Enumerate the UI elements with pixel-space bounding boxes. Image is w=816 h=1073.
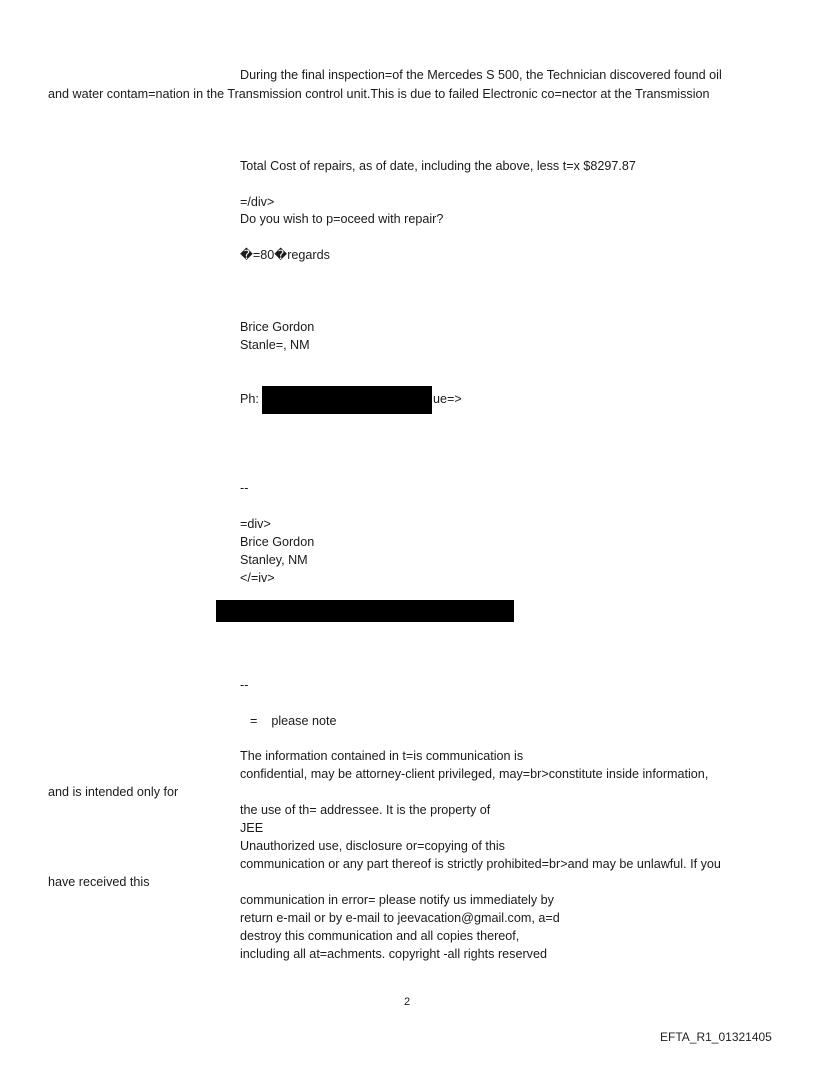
disclaimer-line: confidential, may be attorney-client privileged, may=br>constitute inside information, (240, 767, 709, 781)
phone-tail: ue=> (433, 392, 462, 406)
disclaimer-line: Unauthorized use, disclosure or=copying of this (240, 839, 505, 853)
disclaimer-line: destroy this communication and all copies thereof, (240, 929, 520, 943)
document-id: EFTA_R1_01321405 (660, 1030, 772, 1044)
redaction-bar (262, 386, 432, 414)
disclaimer-line: The information contained in t=is communication is (240, 749, 524, 763)
signature-name: Brice Gordon (240, 535, 315, 549)
body-line: =/div> (240, 195, 275, 209)
total-cost-line: Total Cost of repairs, as of date, including the above, less t=x $8297.87 (240, 159, 636, 173)
page-number: 2 (404, 996, 411, 1008)
phone-label: Ph: (240, 392, 259, 406)
body-line: and water contam=nation in the Transmission control unit.This is due to failed Electronic co=nector at the Transmission (48, 87, 710, 101)
disclaimer-line: including all at=achments. copyright -all rights reserved (240, 947, 547, 961)
disclaimer-line: have received this (48, 875, 150, 889)
disclaimer-line: communication in error= please notify us immediately by (240, 893, 554, 907)
body-line: </=iv> (240, 571, 275, 585)
body-line: =div> (240, 517, 271, 531)
body-line: During the final inspection=of the Mercedes S 500, the Technician discovered found oil (240, 68, 722, 82)
separator: -- (240, 678, 249, 692)
disclaimer-line: the use of th= addressee. It is the property of (240, 803, 491, 817)
redaction-bar (216, 600, 514, 622)
disclaimer-line: and is intended only for (48, 785, 179, 799)
separator: -- (240, 481, 249, 495)
signature-location: Stanley, NM (240, 553, 308, 567)
signature-location: Stanle=, NM (240, 338, 310, 352)
disclaimer-line: communication or any part thereof is strictly prohibited=br>and may be unlawful. If you (240, 857, 721, 871)
body-line: Do you wish to p=oceed with repair? (240, 212, 444, 226)
signature-name: Brice Gordon (240, 320, 315, 334)
disclaimer-line: return e-mail or by e-mail to jeevacation@gmail.com, a=d (240, 911, 560, 925)
body-line: �=80�regards (240, 248, 330, 262)
disclaimer-line: JEE (240, 821, 264, 835)
notice-heading: = please note (250, 714, 337, 728)
